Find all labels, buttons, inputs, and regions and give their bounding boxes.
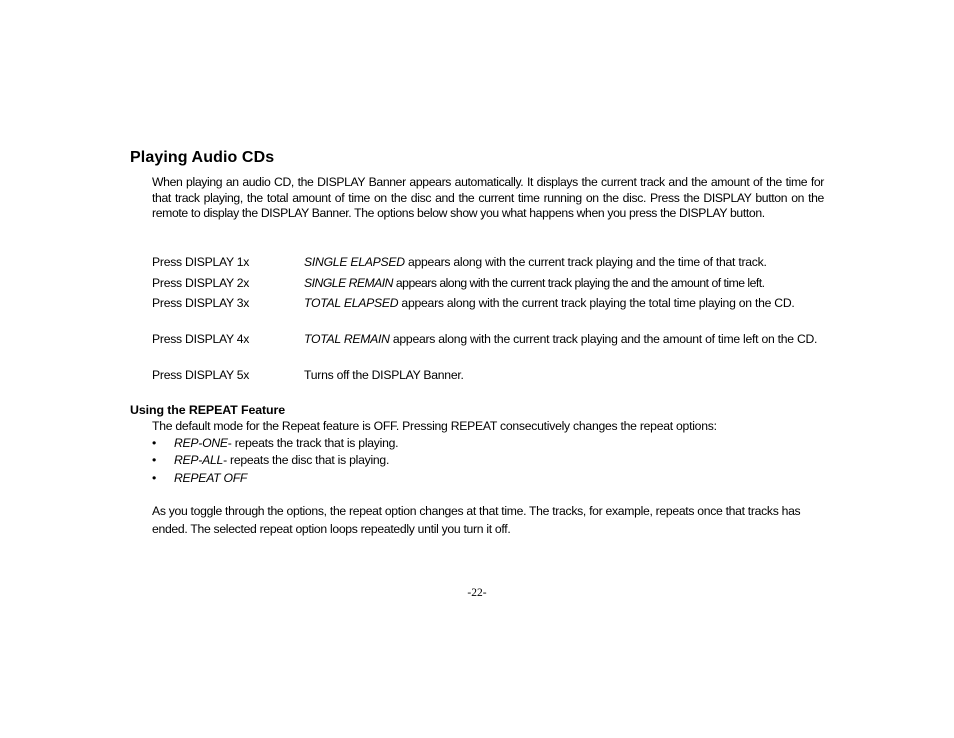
display-option-key: Press DISPLAY 1x xyxy=(152,255,250,269)
bullet-dot: • xyxy=(152,436,157,450)
page-number: -22- xyxy=(467,587,487,599)
display-mode-name: TOTAL ELAPSED xyxy=(304,296,399,310)
bullet-dot: • xyxy=(152,453,157,467)
repeat-mode-name: REP-ALL xyxy=(174,453,224,467)
display-mode-text: appears along with the current track playing the total time playing on the CD. xyxy=(398,296,795,310)
repeat-mode-desc: - repeats the disc that is playing. xyxy=(223,453,390,467)
display-option-desc xyxy=(304,275,826,291)
repeat-mode-desc: - repeats the track that is playing. xyxy=(227,436,399,450)
repeat-section-title: Using the REPEAT Feature xyxy=(130,403,286,417)
display-option-key: Press DISPLAY 5x xyxy=(152,368,250,382)
display-mode-name: SINGLE REMAIN xyxy=(304,276,393,290)
intro-paragraph: When playing an audio CD, the DISPLAY Banner appears automatically. It displays the current track and the amount of the time for that track playing, the total amount of time on the disc and the current time running on the disc. Press the DISPLAY button on the remote to display the DISPLAY Banner. The options below show you what happens when you press the DISPLAY button. xyxy=(152,175,824,220)
closing-paragraph: As you toggle through the options, the repeat option changes at that time. The tracks, for example, repeats once that tracks has ended. The selected repeat option loops repeatedly until you turn it off. xyxy=(152,504,801,536)
repeat-option-text xyxy=(174,471,247,486)
repeat-mode-name: REPEAT OFF xyxy=(174,471,248,485)
section-title: Playing Audio CDs xyxy=(130,149,275,166)
display-mode-name: SINGLE ELAPSED xyxy=(304,255,405,269)
display-option-desc xyxy=(304,331,826,347)
display-option-key: Press DISPLAY 4x xyxy=(152,332,250,346)
display-mode-name: TOTAL REMAIN xyxy=(304,332,390,346)
display-mode-text: appears along with the current track playing the and the amount of time left. xyxy=(393,276,765,290)
repeat-option-text xyxy=(174,453,389,468)
repeat-intro-paragraph: The default mode for the Repeat feature is OFF. Pressing REPEAT consecutively changes the repeat options: xyxy=(152,419,717,433)
display-option-key: Press DISPLAY 3x xyxy=(152,296,250,310)
display-option-desc xyxy=(304,295,826,311)
bullet-dot: • xyxy=(152,471,157,485)
repeat-option-text xyxy=(174,436,398,451)
display-option-desc xyxy=(304,367,826,383)
display-mode-text: appears along with the current track playing and the amount of time left on the CD. xyxy=(389,332,818,346)
display-option-key: Press DISPLAY 2x xyxy=(152,276,250,290)
display-mode-text: Turns off the DISPLAY Banner. xyxy=(304,368,464,382)
display-option-desc xyxy=(304,254,826,270)
repeat-mode-name: REP-ONE xyxy=(174,436,228,450)
display-mode-text: appears along with the current track playing and the time of that track. xyxy=(404,255,767,269)
